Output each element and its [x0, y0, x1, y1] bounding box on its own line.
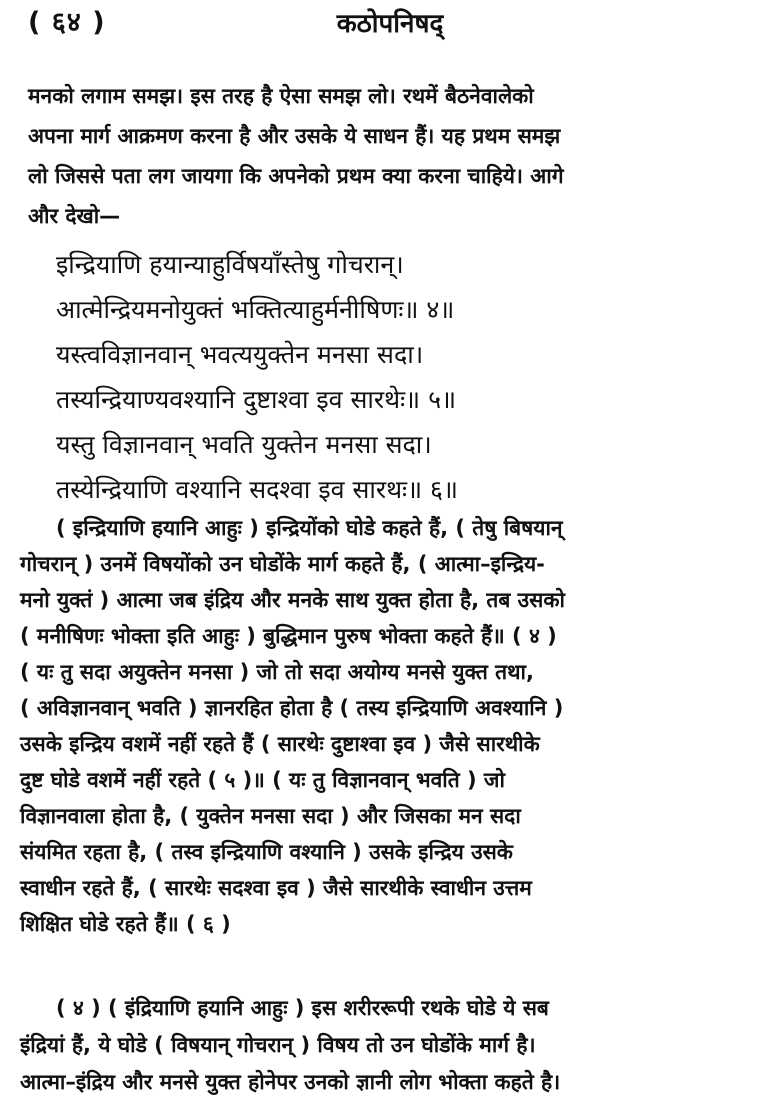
commentary-line: मनो युक्तं ) आत्मा जब इंद्रिय और मनके साथ युक्त होता है, तब उसको	[20, 588, 565, 612]
intro-line: मनको लगाम समझ। इस तरह है ऐसा समझ लो। रथमें बैठनेवालेको	[28, 84, 534, 108]
commentary-line: ( मनीषिणः भोक्ता इति आहुः ) बुद्धिमान पुरुष भोक्ता कहते हैं॥ ( ४ )	[20, 624, 557, 648]
commentary-line: संयमित रहता है, ( तस्व इन्द्रियाणि वश्यानि ) उसके इन्द्रिय उसके	[20, 840, 513, 864]
commentary-line: उसके इन्द्रिय वशमें नहीं रहते हैं ( सारथेः दुष्टाश्वा इव ) जैसे सारथीके	[20, 732, 540, 756]
verse-line: आत्मेन्द्रियमनोयुक्तं भक्तित्याहुर्मनीषिणः॥ ४॥	[56, 295, 455, 324]
verse-line: तस्यन्द्रियाण्यवश्यानि दुष्टाश्वा इव सारथेः॥ ५॥	[56, 385, 457, 414]
intro-line: लो जिससे पता लग जायगा कि अपनेको प्रथम क्या करना चाहिये। आगे	[28, 164, 564, 188]
intro-line: अपना मार्ग आक्रमण करना है और उसके ये साधन हैं। यह प्रथम समझ	[28, 124, 561, 148]
page-title: कठोपनिषद्	[336, 9, 444, 39]
sanskrit-verses	[56, 242, 756, 512]
intro-paragraph	[28, 76, 768, 236]
explanation-line: आत्मा–इंद्रिय और मनसे युक्त होनेपर उनको ज्ञानी लोग भोक्ता कहते है।	[20, 1070, 561, 1094]
explanation-line: इंद्रियां हैं, ये घोडे ( विषयान् गोचरान् ) विषय तो उन घोडोंके मार्ग है।	[20, 1033, 536, 1057]
verse-line: तस्येन्द्रियाणि वश्यानि सदश्वा इव सारथः॥ ६॥	[56, 475, 458, 504]
page-number: ( ६४ )	[28, 7, 106, 38]
verse-line: यस्त्वविज्ञानवान् भवत्ययुक्तेन मनसा सदा।	[56, 340, 424, 369]
commentary-paragraph	[20, 510, 768, 942]
commentary-line: स्वाधीन रहते हैं, ( सारथेः सदश्वा इव ) जैसे सारथीके स्वाधीन उत्तम	[20, 876, 532, 900]
verse-line: इन्द्रियाणि हयान्याहुर्विषयाँस्तेषु गोचरान्।	[56, 250, 404, 279]
commentary-line: ( यः तु सदा अयुक्तेन मनसा ) जो तो सदा अयोग्य मनसे युक्त तथा,	[20, 660, 534, 684]
commentary-line: गोचरान् ) उनमें विषयोंको उन घोडोंके मार्ग कहते हैं, ( आत्मा–इन्द्रिय-	[20, 552, 545, 576]
commentary-line: ( अविज्ञानवान् भवति ) ज्ञानरहित होता है ( तस्य इन्द्रियाणि अवश्यानि )	[20, 696, 564, 720]
commentary-line: विज्ञानवाला होता है, ( युक्तेन मनसा सदा ) और जिसका मन सदा	[20, 804, 521, 828]
explanation-paragraph	[20, 990, 768, 1101]
commentary-line: ( इन्द्रियाणि हयानि आहुः ) इन्द्रियोंको घोडे कहते हैं, ( तेषु बिषयान्	[56, 516, 563, 540]
intro-line: और देखो—	[28, 204, 121, 228]
explanation-line: ( ४ ) ( इंद्रियाणि हयानि आहुः ) इस शरीररूपी रथके घोडे ये सब	[56, 996, 549, 1020]
commentary-line: शिक्षित घोडे रहते हैं॥ ( ६ )	[20, 912, 231, 936]
verse-line: यस्तु विज्ञानवान् भवति युक्तेन मनसा सदा।	[56, 430, 432, 459]
commentary-line: दुष्ट घोडे वशमें नहीं रहते ( ५ )॥ ( यः तु विज्ञानवान् भवति ) जो	[20, 768, 505, 792]
